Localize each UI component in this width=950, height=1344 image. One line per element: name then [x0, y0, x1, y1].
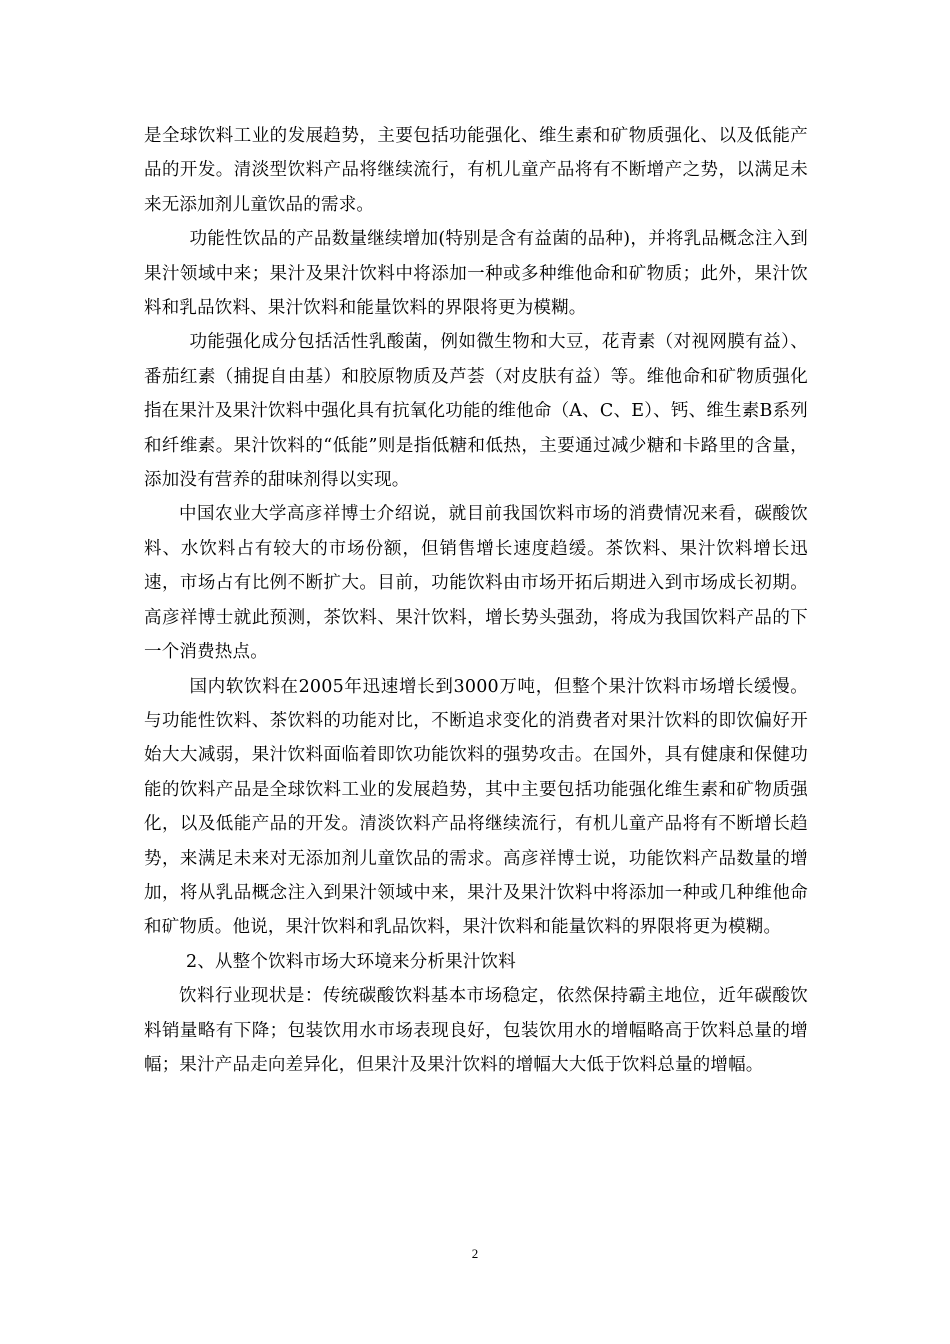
paragraph-industry-status: 饮料行业现状是：传统碳酸饮料基本市场稳定，依然保持霸主地位，近年碳酸饮料销量略有下降；包装饮用水市场表现良好，包装饮用水的增幅略高于饮料总量的增幅；果汁产品走向差异化，但果汁及果汁饮料的增幅大大低于饮料总量的增幅。 [144, 986, 808, 1075]
section-heading: 2、从整个饮料市场大环境来分析果汁饮料 [186, 951, 516, 972]
paragraph-functional-drinks: 功能性饮品的产品数量继续增加(特别是含有益菌的品种)，并将乳品概念注入到果汁领域中来；果汁及果汁饮料中将添加一种或多种维他命和矿物质；此外，果汁饮料和乳品饮料、果汁饮料和能量饮料的界限将更为模糊。 [144, 229, 808, 319]
document-page [144, 119, 808, 1082]
page-number: 2 [471, 1246, 479, 1261]
paragraph-continuation: 是全球饮料工业的发展趋势，主要包括功能强化、维生素和矿物质强化、以及低能产品的开发。清淡型饮料产品将继续流行，有机儿童产品将有不断增产之势，以满足未来无添加剂儿童饮品的需求。 [144, 126, 808, 215]
paragraph-market-consumption: 中国农业大学高彦祥博士介绍说，就目前我国饮料市场的消费情况来看，碳酸饮料、水饮料占有较大的市场份额，但销售增长速度趋缓。茶饮料、果汁饮料增长迅速，市场占有比例不断扩大。目前，功能饮料由市场开拓后期进入到市场成长初期。高彦祥博士就此预测，茶饮料、果汁饮料，增长势头强劲，将成为我国饮料产品的下一个消费热点。 [144, 504, 808, 663]
paragraph-fortification: 功能强化成分包括活性乳酸菌，例如微生物和大豆，花青素（对视网膜有益）、番茄红素（捕捉自由基）和胶原物质及芦荟（对皮肤有益）等。维他命和矿物质强化指在果汁及果汁饮料中强化具有抗氧化功能的维他命（A、C、E）、钙、维生素B系列和纤维素。果汁饮料的“低能”则是指低糖和低热，主要通过减少糖和卡路里的含量，添加没有营养的甜味剂得以实现。 [144, 332, 808, 491]
paragraph-soft-drinks-2005: 国内软饮料在2005年迅速增长到3000万吨，但整个果汁饮料市场增长缓慢。与功能性饮料、茶饮料的功能对比，不断追求变化的消费者对果汁饮料的即饮偏好开始大大减弱，果汁饮料面临着即饮功能饮料的强势攻击。在国外，具有健康和保健功能的饮料产品是全球饮料工业的发展趋势，其中主要包括功能强化维生素和矿物质强化，以及低能产品的开发。清淡饮料产品将继续流行，有机儿童产品将有不断增长趋势，来满足未来对无添加剂儿童饮品的需求。高彦祥博士说，功能饮料产品数量的增加，将从乳品概念注入到果汁领域中来，果汁及果汁饮料中将添加一种或几种维他命和矿物质。他说，果汁饮料和乳品饮料，果汁饮料和能量饮料的界限将更为模糊。 [144, 676, 808, 938]
